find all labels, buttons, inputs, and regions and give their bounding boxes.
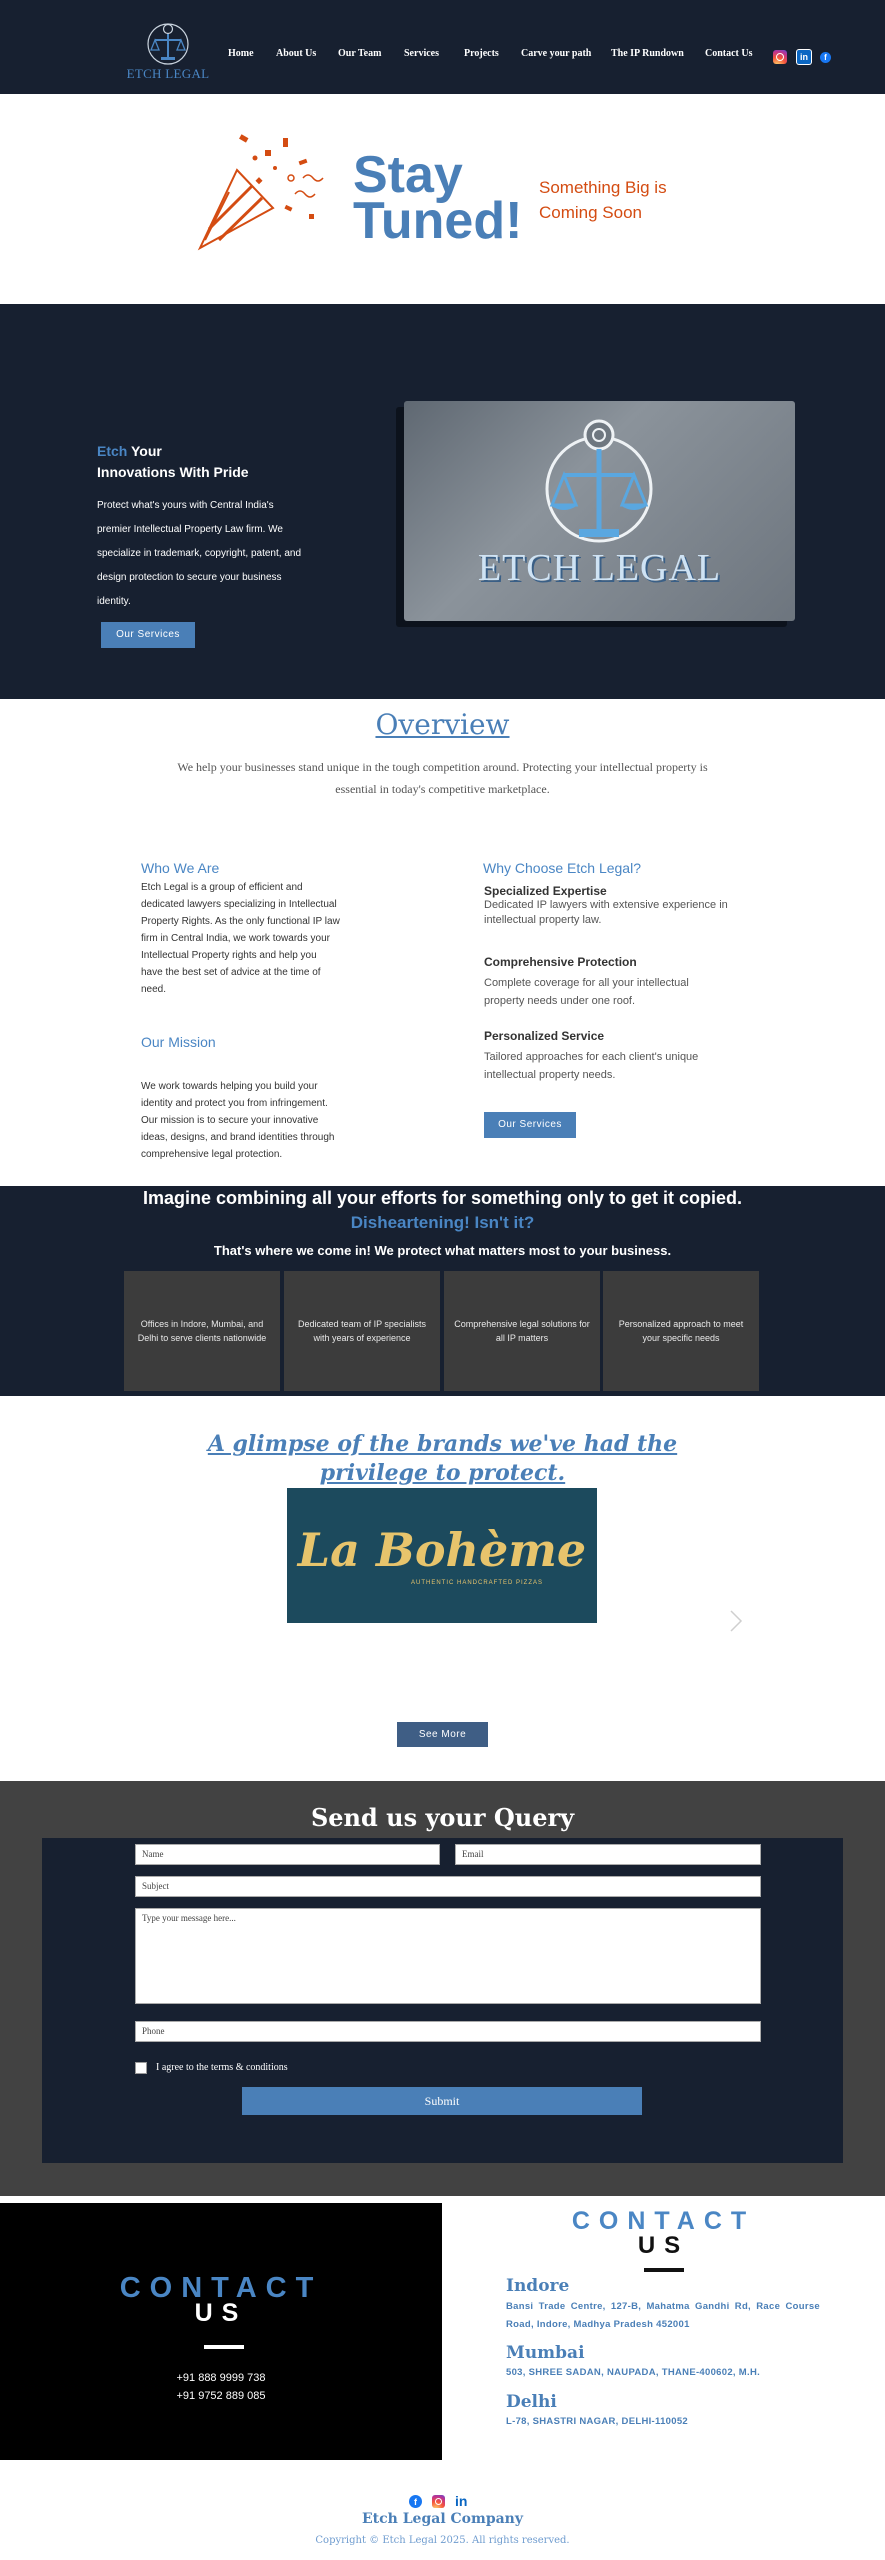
contact-divider — [644, 2268, 684, 2272]
band-line1: Imagine combining all your efforts for something only to get it copied. — [142, 1188, 743, 1208]
terms-label: I agree to the terms & conditions — [156, 2062, 288, 2073]
why-item-title: Comprehensive Protection — [484, 955, 637, 969]
who-we-are-body: Etch Legal is a group of efficient and dedicated lawyers specializing in Intellectual Property Rights. As the only functional IP law firm in Central India, we work towards your Intellectual Property rights and help you have the best set of advice at the time of need. — [141, 882, 340, 995]
who-we-are-heading: Who We Are — [141, 860, 220, 876]
phone-number[interactable]: +91 888 9999 738 — [176, 2372, 266, 2384]
contact-heading-word: CONTACT — [119, 2272, 323, 2304]
submit-button[interactable]: Submit — [242, 2087, 642, 2115]
why-item-text: Complete coverage for all your intellectual property needs under one roof. — [484, 977, 689, 1007]
hero-image-text: ETCH LEGAL — [477, 547, 722, 589]
nav-contact-us[interactable]: Contact Us — [705, 48, 753, 59]
stay-tuned-line2: Tuned! — [353, 192, 523, 250]
office-address: Bansi Trade Centre, 127-B, Mahatma Gandhi Rd, Race Course Road, Indore, Madhya Pradesh 452001 — [506, 2301, 820, 2330]
why-item-title: Specialized Expertise — [484, 884, 607, 898]
feature-card: Dedicated team of IP specialists with years of experience — [284, 1271, 440, 1391]
stay-tuned-line1: Stay — [353, 146, 463, 204]
nav-ip-rundown[interactable]: The IP Rundown — [611, 48, 684, 59]
brand-logo-name: La Bohème — [297, 1523, 587, 1577]
name-field[interactable]: Name — [135, 1844, 440, 1865]
hero-heading-rest: Your — [127, 443, 162, 459]
linkedin-icon[interactable]: in — [796, 49, 812, 65]
office-city: Delhi — [506, 2392, 557, 2412]
office-city: Mumbai — [506, 2343, 585, 2363]
coming-soon-line1: Something Big is — [539, 178, 667, 197]
contact-heading-us: US — [194, 2299, 248, 2327]
facebook-icon[interactable]: f — [820, 52, 831, 63]
nav-projects[interactable]: Projects — [464, 48, 499, 59]
party-popper-icon — [195, 128, 330, 253]
scales-logo-icon — [122, 20, 214, 66]
message-field[interactable]: Type your message here... — [135, 1908, 761, 2004]
office-address: 503, SHREE SADAN, NAUPADA, THANE-400602, M.H. — [506, 2367, 761, 2378]
our-mission-heading: Our Mission — [141, 1034, 216, 1050]
why-item-text: Tailored approaches for each client's unique intellectual property needs. — [484, 1051, 699, 1081]
logo[interactable] — [122, 20, 214, 82]
our-mission-body: We work towards helping you build your identity and protect you from infringement. Our mission is to secure your innovative ideas, designs, and brand identities through comprehensive legal protection. — [141, 1081, 335, 1160]
office-address: L-78, SHASTRI NAGAR, DELHI-110052 — [506, 2416, 688, 2427]
overview-text: We help your businesses stand unique in the tough competition around. Protecting your intellectual property is essential in today's competitive marketplace. — [177, 760, 708, 796]
phone-field[interactable]: Phone — [135, 2021, 761, 2042]
why-choose-heading: Why Choose Etch Legal? — [483, 860, 641, 876]
contact-heading-word: CONTACT — [571, 2207, 756, 2235]
hero-heading-accent: Etch — [97, 443, 128, 459]
contact-heading-us: US — [637, 2232, 690, 2259]
nav-our-team[interactable]: Our Team — [338, 48, 382, 59]
our-services-button-2[interactable]: Our Services — [484, 1112, 576, 1138]
nav-services[interactable]: Services — [404, 48, 439, 59]
contact-divider — [204, 2345, 244, 2349]
instagram-icon[interactable] — [773, 50, 787, 64]
why-item-text: Dedicated IP lawyers with extensive experience in intellectual property law. — [484, 899, 728, 926]
feature-card: Personalized approach to meet your specific needs — [603, 1271, 759, 1391]
brand-logo-tagline: AUTHENTIC HANDCRAFTED PIZZAS — [410, 1580, 543, 1586]
feature-card: Offices in Indore, Mumbai, and Delhi to serve clients nationwide — [124, 1271, 280, 1391]
stay-tuned-title — [353, 146, 523, 250]
phone-numbers — [0, 2369, 442, 2405]
phone-number[interactable]: +91 9752 889 085 — [176, 2390, 266, 2402]
coming-soon-line2: Coming Soon — [539, 203, 643, 222]
band-line3: That's where we come in! We protect what matters most to your business. — [213, 1243, 672, 1258]
email-field[interactable]: Email — [455, 1844, 761, 1865]
instagram-icon[interactable] — [432, 2495, 445, 2508]
why-item-title: Personalized Service — [484, 1029, 605, 1043]
hero-logo-image — [404, 401, 795, 621]
band-line2: Disheartening! Isn't it? — [350, 1213, 535, 1232]
facebook-icon[interactable]: f — [409, 2495, 422, 2508]
feature-card: Comprehensive legal solutions for all IP matters — [444, 1271, 600, 1391]
query-title: Send us your Query — [310, 1803, 575, 1832]
subject-field[interactable]: Subject — [135, 1876, 761, 1897]
coming-soon-subtitle — [539, 175, 667, 225]
hero-heading-line2: Innovations With Pride — [97, 464, 249, 480]
office-city: Indore — [506, 2276, 570, 2296]
contact-phone-panel — [0, 2203, 442, 2460]
chevron-right-icon[interactable] — [729, 1609, 743, 1633]
logo-text: ETCH LEGAL — [126, 66, 210, 81]
footer-copyright: Copyright © Etch Legal 2025. All rights reserved. — [315, 2535, 570, 2546]
linkedin-icon[interactable]: in — [455, 2493, 468, 2509]
nav-home[interactable]: Home — [228, 48, 254, 59]
hero-heading — [97, 441, 249, 483]
hero-body: Protect what's yours with Central India's premier Intellectual Property Law firm. We specialize in trademark, copyright, patent, and design protection to secure your business identity. — [97, 500, 301, 607]
overview-title: Overview — [375, 708, 510, 741]
nav-about-us[interactable]: About Us — [276, 48, 317, 59]
brands-title: A glimpse of the brands we've had the privilege to protect. — [207, 1431, 678, 1486]
see-more-button[interactable]: See More — [397, 1722, 488, 1747]
our-services-button[interactable]: Our Services — [101, 622, 195, 648]
footer-company: Etch Legal Company — [362, 2511, 523, 2527]
nav-carve-your-path[interactable]: Carve your path — [521, 48, 592, 59]
terms-checkbox[interactable] — [135, 2062, 147, 2074]
